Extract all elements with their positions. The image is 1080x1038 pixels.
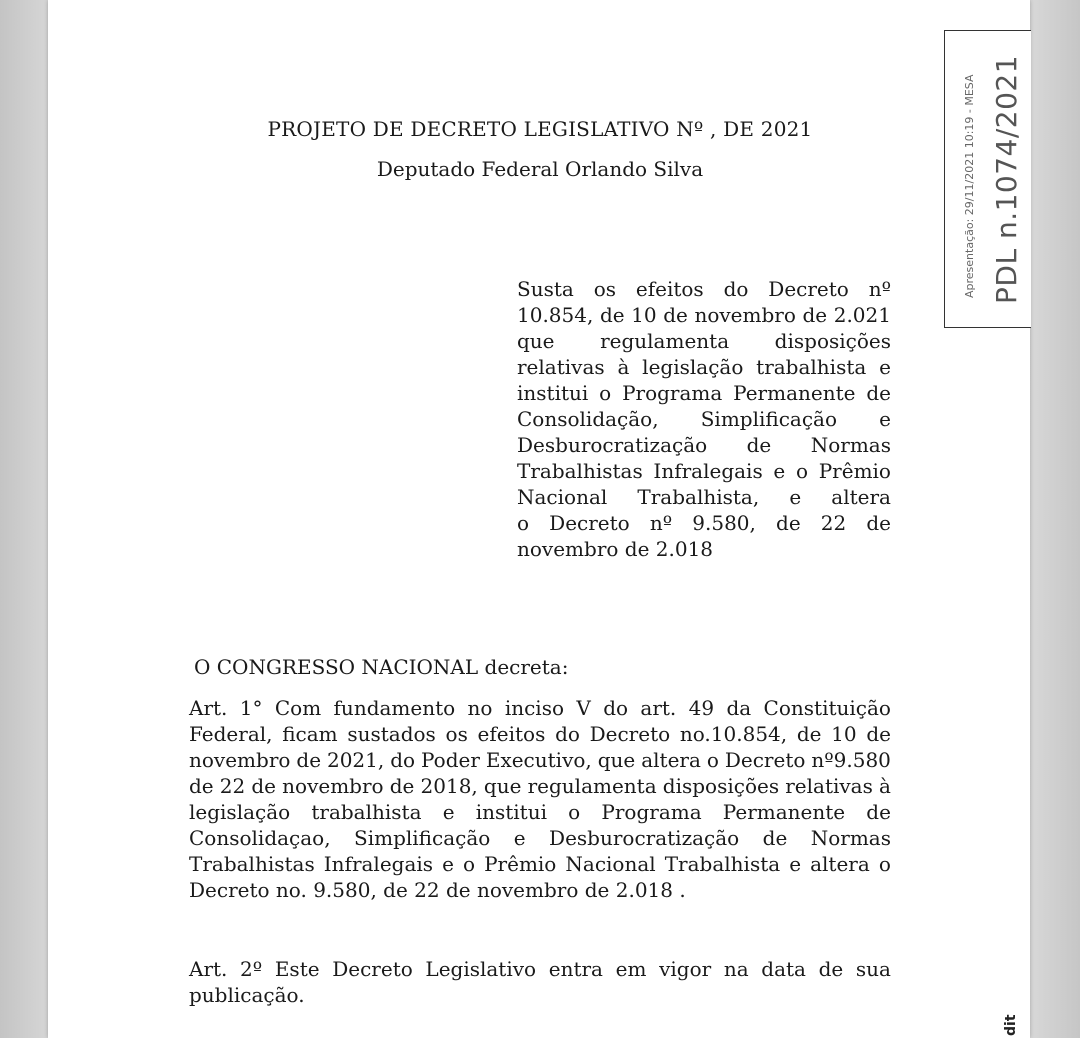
word: data [761, 957, 806, 981]
word: Infralegais [323, 852, 434, 876]
word: Constituição [763, 696, 891, 720]
word: altera [641, 748, 701, 772]
word: de [599, 303, 625, 327]
word: 2018, [420, 774, 478, 798]
article-1-line [189, 773, 891, 799]
word: do [390, 748, 416, 772]
word: que [517, 329, 555, 353]
stamp-presentation-date: Apresentação: 29/11/2021 10:19 - MESA [963, 74, 976, 298]
word: Prêmio [484, 852, 557, 876]
word: Susta [517, 277, 574, 301]
word: à [617, 355, 630, 379]
word: 49 [688, 696, 715, 720]
word: efeitos [477, 722, 546, 746]
word: trabalhista [311, 800, 422, 824]
word: o [795, 459, 809, 483]
ementa-line [517, 432, 891, 458]
word: e [789, 485, 802, 509]
word: no.10.854, [679, 722, 788, 746]
document-author: Deputado Federal Orlando Silva [376, 157, 704, 181]
word: ficam [282, 722, 338, 746]
word: 2º [240, 957, 263, 981]
word: art. [640, 696, 677, 720]
word: o [599, 381, 612, 405]
word: Executivo, [485, 748, 592, 772]
word: Permanente [722, 800, 846, 824]
word: sua [855, 957, 891, 981]
word: Permanente [733, 381, 856, 405]
word: os [593, 277, 616, 301]
word: vigor [659, 957, 712, 981]
article-2-line: publicação. [189, 983, 305, 1007]
word: da [726, 696, 752, 720]
word: Consolidação, [517, 407, 659, 431]
word: Consolidaçao, [189, 826, 331, 850]
word: 2021, [326, 748, 385, 772]
word: o [517, 511, 530, 535]
preamble: O CONGRESSO NACIONAL decreta: [194, 655, 569, 679]
word: e [442, 852, 454, 876]
word: na [723, 957, 749, 981]
word: relativas [517, 355, 605, 379]
word: Normas [810, 433, 891, 457]
word: trabalhista [756, 355, 867, 379]
word: e [773, 459, 786, 483]
word: Trabalhistas [189, 852, 315, 876]
word: de [802, 303, 828, 327]
word: de [189, 774, 214, 798]
article-1-line [189, 747, 891, 773]
ementa-block [517, 276, 891, 562]
word: à [879, 774, 891, 798]
word: e [513, 826, 526, 850]
word: e [879, 355, 891, 379]
article-2 [189, 956, 891, 1008]
stamp-pdl-number: PDL n.1074/2021 [990, 54, 1023, 304]
word: o [878, 852, 891, 876]
word: disposições [662, 774, 780, 798]
word: Art. [189, 696, 228, 720]
word: de [296, 748, 322, 772]
word: Desburocratização [517, 433, 708, 457]
word: Normas [810, 826, 891, 850]
word: e [442, 800, 455, 824]
word: Decreto [549, 511, 630, 535]
word: Programa [601, 800, 702, 824]
word: Decreto [332, 957, 413, 981]
ementa-line [517, 510, 891, 536]
word: institui [517, 381, 589, 405]
word: do [603, 696, 629, 720]
word: do [723, 277, 749, 301]
ementa-line [517, 406, 891, 432]
word: fundamento [333, 696, 456, 720]
word: 10 [831, 722, 857, 746]
ementa-line [517, 380, 891, 406]
word: Simplificação [354, 826, 491, 850]
article-1-line [189, 799, 891, 825]
word: de [866, 800, 891, 824]
word: legislação [642, 355, 744, 379]
word: regulamenta [527, 774, 657, 798]
word: inciso [504, 696, 565, 720]
word: 2.021 [833, 303, 891, 327]
word: V [576, 696, 591, 720]
word: nº9.580 [811, 748, 891, 772]
word: institui [475, 800, 547, 824]
word: que [483, 774, 522, 798]
word: os [445, 722, 468, 746]
word: relativas [785, 774, 873, 798]
word: Trabalhistas [517, 459, 643, 483]
word: de [762, 826, 788, 850]
word: Este [274, 957, 320, 981]
word: Trabalhista, [637, 485, 760, 509]
word: do [555, 722, 580, 746]
ementa-line [517, 354, 891, 380]
word: de [866, 381, 891, 405]
document-title: PROJETO DE DECRETO LEGISLATIVO Nº , DE 2021 [267, 117, 813, 141]
word: Prêmio [818, 459, 891, 483]
article-1-line [189, 851, 891, 877]
word: Trabalhista [664, 852, 781, 876]
word: de [746, 433, 772, 457]
word: 10 [631, 303, 657, 327]
word: o [706, 748, 719, 772]
word: de [866, 722, 891, 746]
word: Com [274, 696, 322, 720]
word: e [789, 852, 802, 876]
word: efeitos [635, 277, 704, 301]
word: regulamenta [600, 329, 730, 353]
word: disposições [774, 329, 891, 353]
word: novembro [282, 774, 384, 798]
word: Decreto [724, 748, 806, 772]
word: novembro [189, 748, 291, 772]
word: em [615, 957, 647, 981]
article-1-line [189, 825, 891, 851]
word: entra [548, 957, 603, 981]
word: Desburocratização [549, 826, 740, 850]
word: sustados [347, 722, 436, 746]
word: que [597, 748, 636, 772]
word: no [467, 696, 493, 720]
word: de [776, 511, 801, 535]
word: Legislativo [425, 957, 537, 981]
word: nº [868, 277, 891, 301]
article-1-line: Decreto no. 9.580, de 22 de novembro de 2.018 . [189, 878, 686, 902]
ementa-line [517, 328, 891, 354]
word: 22 [820, 511, 847, 535]
word: Federal, [189, 722, 273, 746]
word: Nacional [565, 852, 656, 876]
word: de [251, 774, 277, 798]
word: altera [810, 852, 870, 876]
ementa-line [517, 458, 891, 484]
word: novembro [694, 303, 796, 327]
word: de [818, 957, 844, 981]
word: nº [649, 511, 673, 535]
viewer-right-margin [1030, 0, 1080, 1038]
ementa-line [517, 484, 891, 510]
word: Decreto [589, 722, 671, 746]
article-1-line [189, 695, 891, 721]
ementa-line [517, 302, 891, 328]
viewer-left-margin [0, 0, 48, 1038]
word: altera [831, 485, 891, 509]
word: 10.854, [517, 303, 594, 327]
word: Decreto [768, 277, 849, 301]
word: Simplificação [700, 407, 838, 431]
article-2-line [189, 956, 891, 982]
word: de [663, 303, 688, 327]
ementa-line: novembro de 2.018 [517, 537, 714, 561]
ementa-line [517, 276, 891, 302]
word: 9.580, [692, 511, 756, 535]
edge-text: dit [1003, 1014, 1019, 1036]
word: Poder [421, 748, 480, 772]
word: Programa [622, 381, 723, 405]
article-1 [189, 695, 891, 903]
article-1-line [189, 721, 891, 747]
word: de [389, 774, 415, 798]
word: Art. [189, 957, 228, 981]
word: e [879, 407, 891, 431]
word: de [796, 722, 822, 746]
word: 22 [219, 774, 246, 798]
word: legislação [189, 800, 291, 824]
word: Nacional [517, 485, 608, 509]
word: de [866, 511, 891, 535]
word: Infralegais [653, 459, 763, 483]
word: 1° [239, 696, 263, 720]
word: o [568, 800, 581, 824]
word: o [463, 852, 476, 876]
